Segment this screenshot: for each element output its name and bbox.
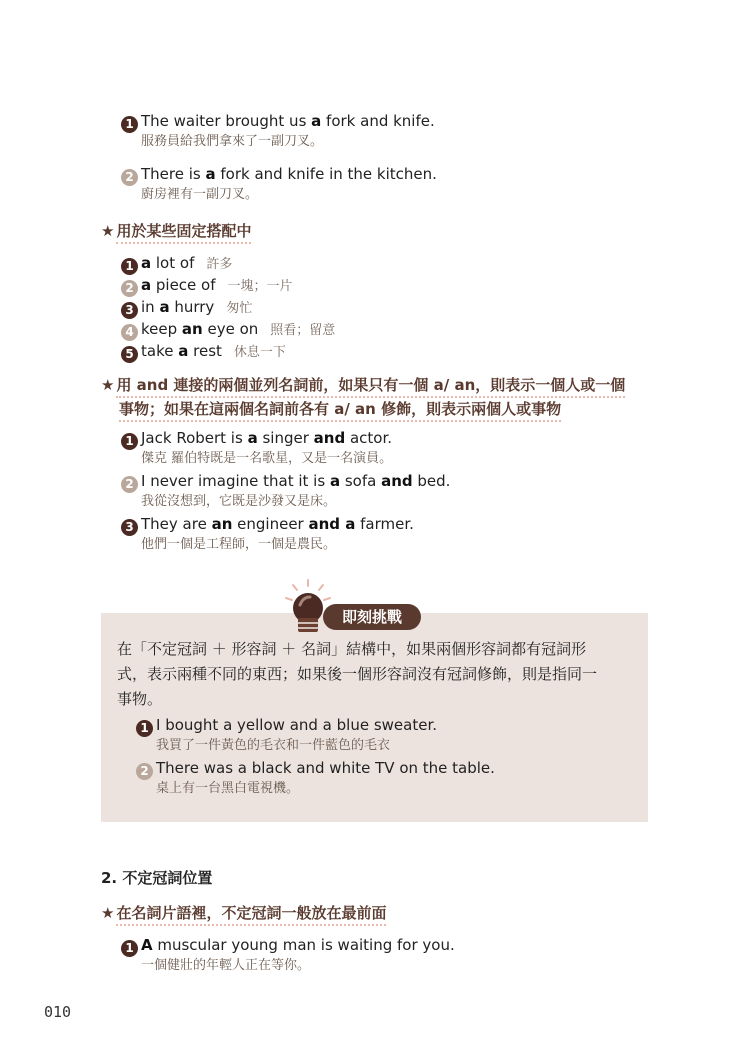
section-heading-position: ★ 在名詞片語裡，不定冠詞一般放在最前面 [101,902,386,924]
number-badge-icon: 2 [121,169,138,186]
fixed-list [121,253,335,363]
list-item: 5 take a rest 休息一下 [121,341,335,363]
lightbulb-icon [283,578,333,636]
number-badge-icon: 3 [121,519,138,536]
challenge-text: 在「不定冠詞 ＋ 形容詞 ＋ 名詞」結構中，如果兩個形容詞都有冠詞形 式，表示兩種不同的東西；如果後一個形容詞沒有冠詞修飾，則是指同一 事物。 [117,640,598,708]
challenge-example-1: 1 I bought a yellow and a blue sweater. 我買了一件黃色的毛衣和一件藍色的毛衣 [136,715,437,755]
star-icon: ★ [101,904,115,922]
and-example-2: 2 I never imagine that it is a sofa and bed. 我從沒想到，它既是沙發又是床。 [121,471,450,511]
intro-example-2: 2 There is a fork and knife in the kitchen. 廚房裡有一副刀叉。 [121,164,437,204]
translation: 廚房裡有一副刀叉。 [141,187,259,202]
number-badge-icon: 5 [121,346,138,363]
number-badge-icon: 1 [136,720,153,737]
list-item: 2 a piece of 一塊；一片 [121,275,335,297]
star-icon: ★ [101,222,115,240]
section-heading-and: ★ 用 and 連接的兩個並列名詞前，如果只有一個 a/ an，則表示一個人或一個 事物；如果在這兩個名詞前各有 a/ an 修飾，則表示兩個人或事物 [101,374,625,420]
number-badge-icon: 1 [121,433,138,450]
number-badge-icon: 1 [121,940,138,957]
translation: 服務員給我們拿來了一副刀叉。 [141,134,324,149]
translation: 一個健壯的年輕人正在等你。 [141,958,311,973]
star-icon: ★ [101,376,115,394]
number-badge-icon: 1 [121,258,138,275]
translation: 我買了一件黃色的毛衣和一件藍色的毛衣 [156,738,391,753]
section-title: 2. 不定冠詞位置 [101,869,213,887]
list-item: 3 in a hurry 匆忙 [121,297,335,319]
number-badge-icon: 1 [121,116,138,133]
number-badge-icon: 2 [121,280,138,297]
section-heading-fixed: ★ 用於某些固定搭配中 [101,220,251,242]
number-badge-icon: 4 [121,324,138,341]
list-item: 4 keep an eye on 照看；留意 [121,319,335,341]
page-number: 010 [44,1003,72,1021]
challenge-example-2: 2 There was a black and white TV on the table. 桌上有一台黑白電視機。 [136,758,495,798]
number-badge-icon: 3 [121,302,138,319]
intro-example-1: 1 The waiter brought us a fork and knife. 服務員給我們拿來了一副刀叉。 [121,111,435,151]
number-badge-icon: 2 [121,476,138,493]
and-example-3: 3 They are an engineer and a farmer. 他們一個是工程師，一個是農民。 [121,514,414,554]
number-badge-icon: 2 [136,763,153,780]
translation: 他們一個是工程師，一個是農民。 [141,537,337,552]
list-item: 1 a lot of 許多 [121,253,335,275]
challenge-badge: 即刻挑戰 [323,604,421,630]
translation: 我從沒想到，它既是沙發又是床。 [141,494,337,509]
translation: 傑克 羅伯特既是一名歌星，又是一名演員。 [141,451,393,466]
and-example-1: 1 Jack Robert is a singer and actor. 傑克 羅伯特既是一名歌星，又是一名演員。 [121,428,392,468]
translation: 桌上有一台黑白電視機。 [156,781,300,796]
position-example-1: 1 A muscular young man is waiting for you. 一個健壯的年輕人正在等你。 [121,935,455,975]
